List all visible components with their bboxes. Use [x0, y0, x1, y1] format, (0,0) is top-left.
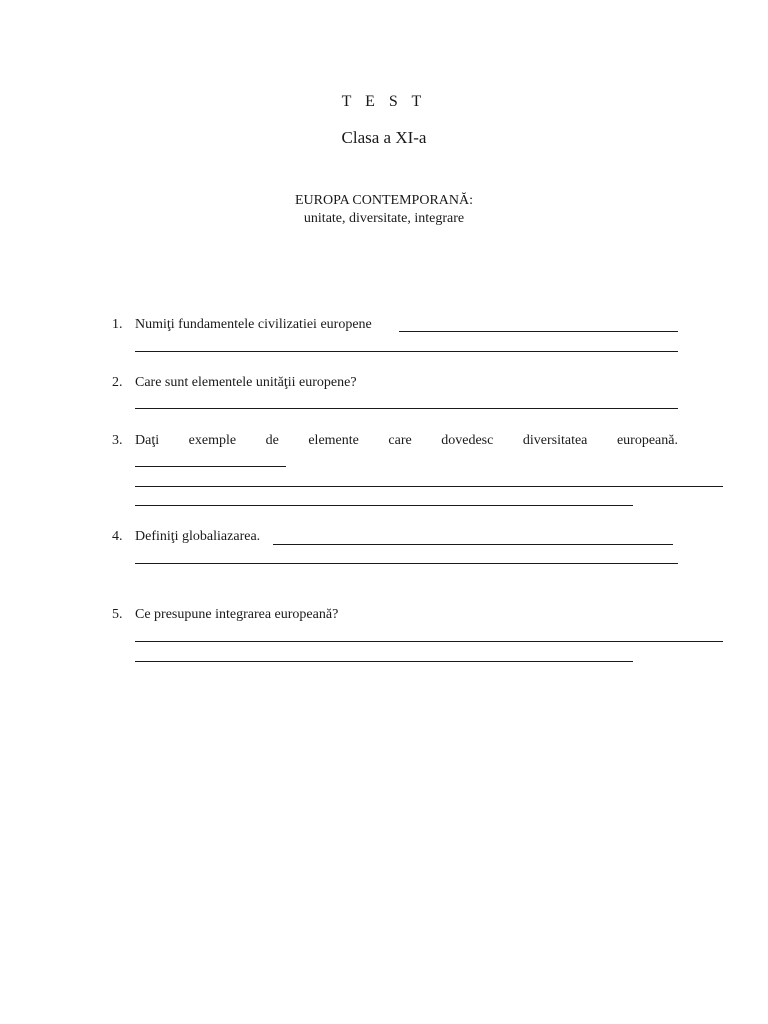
question-3-word: Daţi — [135, 433, 160, 448]
question-3-number: 3. — [112, 433, 123, 448]
question-3-text — [135, 433, 678, 449]
question-5-number: 5. — [112, 607, 123, 622]
question-3-answer-line[interactable] — [135, 486, 723, 487]
question-3-word: europeană. — [616, 433, 678, 448]
topic-subtitle: unitate, diversitate, integrare — [303, 211, 465, 226]
question-3-answer-line[interactable] — [135, 505, 633, 506]
question-5-answer-line[interactable] — [135, 641, 723, 642]
question-1-number: 1. — [112, 317, 123, 332]
question-3-word: dovedesc — [441, 433, 494, 448]
question-1-text: Numiţi fundamentele civilizatiei europene — [135, 317, 372, 332]
topic-title: EUROPA CONTEMPORANĂ: — [294, 193, 473, 208]
question-4-number: 4. — [112, 529, 123, 544]
question-3-word: de — [265, 433, 279, 448]
question-1-answer-line[interactable] — [135, 351, 678, 352]
question-5-answer-line[interactable] — [135, 661, 633, 662]
question-2-number: 2. — [112, 375, 123, 390]
question-3-word: diversitatea — [522, 433, 588, 448]
question-4-text: Definiţi globaliazarea. — [135, 529, 261, 544]
class-label: Clasa a XI-a — [341, 128, 427, 147]
question-3-word: care — [388, 433, 412, 448]
question-3-word: elemente — [308, 433, 359, 448]
question-3-word: exemple — [188, 433, 237, 448]
question-2-text: Care sunt elementele unităţii europene? — [135, 375, 357, 390]
question-4-answer-line[interactable] — [135, 563, 678, 564]
question-2-answer-line[interactable] — [135, 408, 678, 409]
question-5-text: Ce presupune integrarea europeană? — [135, 607, 339, 622]
question-3-answer-line[interactable] — [135, 466, 286, 467]
test-title: T E S T — [341, 93, 427, 110]
question-4-answer-line[interactable] — [273, 544, 673, 545]
question-1-answer-line[interactable] — [399, 331, 678, 332]
